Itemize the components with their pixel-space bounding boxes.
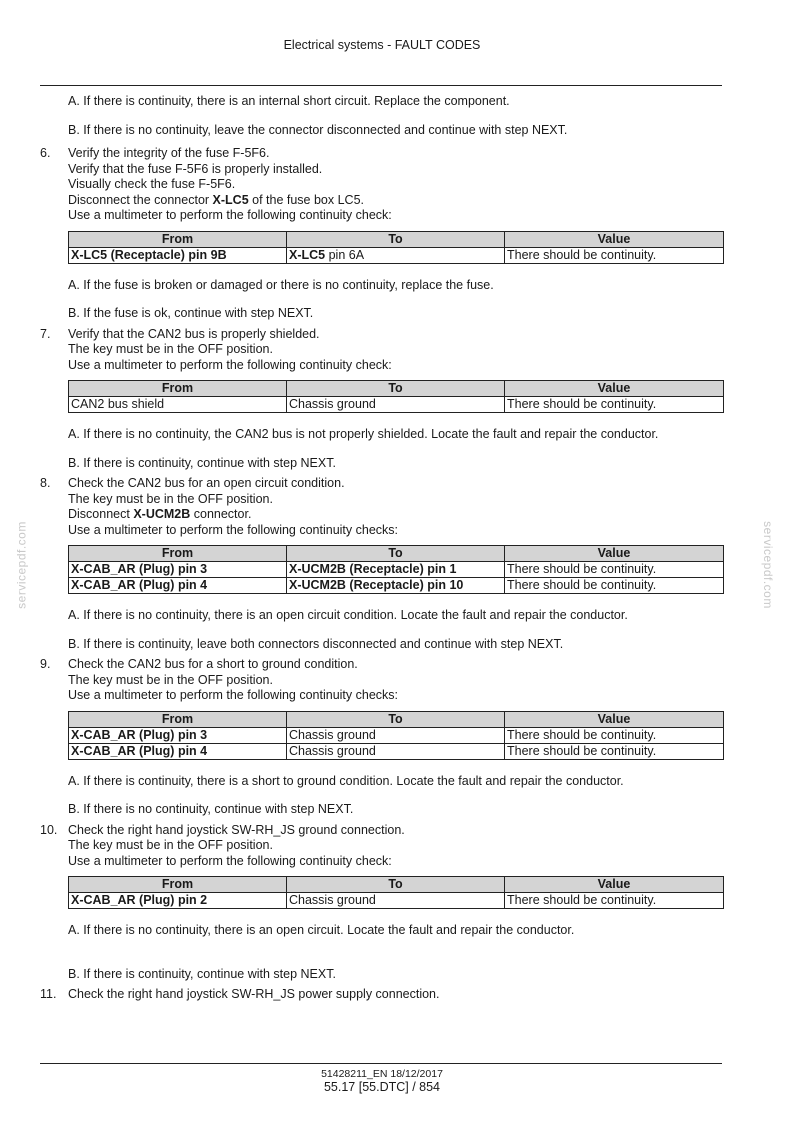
col-from-header: From xyxy=(69,381,287,397)
connector-id: X-LC5 xyxy=(212,192,249,207)
step-line: Use a multimeter to perform the following continuity check: xyxy=(68,208,392,222)
col-value-header: Value xyxy=(505,711,724,727)
step-body xyxy=(68,146,730,224)
cell-value: There should be continuity. xyxy=(505,397,724,413)
step-line: The key must be in the OFF position. xyxy=(68,491,273,506)
col-to-header: To xyxy=(287,381,505,397)
step-line: Check the CAN2 bus for a short to ground condition. xyxy=(68,657,358,671)
col-value-header: Value xyxy=(505,381,724,397)
step-line: Visually check the fuse F-5F6. xyxy=(68,177,236,191)
cell-value: There should be continuity. xyxy=(505,247,724,263)
table-row xyxy=(69,743,724,759)
cell-value: There should be continuity. xyxy=(505,727,724,743)
cell-to: Chassis ground xyxy=(287,397,505,413)
step-line: Verify that the fuse F-5F6 is properly installed. xyxy=(68,161,323,176)
cell-value: There should be continuity. xyxy=(505,743,724,759)
step-10-option-b: B. If there is continuity, continue with step NEXT. xyxy=(68,966,336,981)
footer-document-id: 51428211_EN 18/12/2017 xyxy=(321,1068,443,1080)
step-9-option-a: A. If there is continuity, there is a short to ground condition. Locate the fault and repair the conductor. xyxy=(68,773,624,788)
step-line: The key must be in the OFF position. xyxy=(68,672,273,687)
continuity-table-step-6 xyxy=(68,231,724,264)
step-line: Check the CAN2 bus for an open circuit condition. xyxy=(68,476,345,490)
step-8-option-b: B. If there is continuity, leave both connectors disconnected and continue with step NEXT. xyxy=(68,636,564,651)
col-to-header: To xyxy=(287,711,505,727)
step-line: Check the right hand joystick SW-RH_JS power supply connection. xyxy=(68,987,440,1001)
step-7 xyxy=(40,327,730,374)
col-value-header: Value xyxy=(505,546,724,562)
step-body xyxy=(68,476,730,538)
cell-to: Chassis ground xyxy=(287,743,505,759)
table-row xyxy=(69,397,724,413)
watermark-left: servicepdf.com xyxy=(14,521,29,609)
step-8 xyxy=(40,476,730,538)
step-11 xyxy=(40,987,730,1003)
continuity-table-step-9 xyxy=(68,711,724,760)
footer-divider xyxy=(40,1063,722,1064)
disconnect-instruction: Disconnect the connector X-LC5 of the fuse box LC5. xyxy=(68,192,365,207)
step-line: Use a multimeter to perform the following continuity check: xyxy=(68,853,392,868)
step-line: Use a multimeter to perform the following continuity checks: xyxy=(68,688,398,702)
table-header-row xyxy=(69,711,724,727)
continuity-table-step-10 xyxy=(68,876,724,909)
step-body xyxy=(68,823,730,870)
step-number: 7. xyxy=(40,326,51,341)
col-value-header: Value xyxy=(505,231,724,247)
intro-option-b: B. If there is no continuity, leave the connector disconnected and continue with step NEXT. xyxy=(68,122,568,137)
step-line: The key must be in the OFF position. xyxy=(68,838,273,852)
col-to-header: To xyxy=(287,877,505,893)
step-line: Use a multimeter to perform the following continuity checks: xyxy=(68,522,398,537)
col-value-header: Value xyxy=(505,877,724,893)
col-from-header: From xyxy=(69,231,287,247)
watermark-right: servicepdf.com xyxy=(760,521,775,609)
cell-value: There should be continuity. xyxy=(505,578,724,594)
intro-option-a: A. If there is continuity, there is an internal short circuit. Replace the component. xyxy=(68,94,510,108)
cell-value: There should be continuity. xyxy=(505,893,724,909)
step-number: 10. xyxy=(40,822,58,837)
step-body xyxy=(68,987,730,1003)
step-9-option-b: B. If there is no continuity, continue with step NEXT. xyxy=(68,802,354,816)
step-6 xyxy=(40,146,730,224)
step-body xyxy=(68,657,730,704)
procedure-content xyxy=(40,94,730,1010)
col-from-header: From xyxy=(69,711,287,727)
page-header-title: Electrical systems - FAULT CODES xyxy=(283,38,481,52)
step-line: Verify the integrity of the fuse F-5F6. xyxy=(68,146,270,160)
table-header-row xyxy=(69,877,724,893)
table-row xyxy=(69,562,724,578)
table-row xyxy=(69,578,724,594)
step-10-option-a: A. If there is no continuity, there is an open circuit. Locate the fault and repair the conductor. xyxy=(68,923,575,937)
continuity-table-step-7 xyxy=(68,380,724,413)
cell-value: There should be continuity. xyxy=(505,562,724,578)
cell-to: X-UCM2B (Receptacle) pin 1 xyxy=(287,562,505,578)
step-7-option-a: A. If there is no continuity, the CAN2 bus is not properly shielded. Locate the fault and repair the conductor. xyxy=(68,427,659,441)
cell-from: X-CAB_AR (Plug) pin 3 xyxy=(69,562,287,578)
step-line: Check the right hand joystick SW-RH_JS ground connection. xyxy=(68,822,405,837)
step-9 xyxy=(40,657,730,704)
step-line: The key must be in the OFF position. xyxy=(68,342,273,356)
step-7-option-b: B. If there is continuity, continue with step NEXT. xyxy=(68,455,336,470)
connector-id: X-UCM2B xyxy=(133,507,191,521)
step-6-option-a: A. If the fuse is broken or damaged or there is no continuity, replace the fuse. xyxy=(68,277,494,292)
table-row xyxy=(69,893,724,909)
cell-from: X-CAB_AR (Plug) pin 4 xyxy=(69,743,287,759)
disconnect-instruction: Disconnect X-UCM2B connector. xyxy=(68,507,252,521)
table-header-row xyxy=(69,231,724,247)
cell-to: X-LC5 pin 6A xyxy=(287,247,505,263)
step-number: 6. xyxy=(40,146,51,160)
table-header-row xyxy=(69,381,724,397)
col-to-header: To xyxy=(287,231,505,247)
table-row xyxy=(69,247,724,263)
footer-page-number: 55.17 [55.DTC] / 854 xyxy=(323,1080,441,1094)
step-number: 11. xyxy=(40,987,57,1001)
cell-to: Chassis ground xyxy=(287,893,505,909)
step-10 xyxy=(40,823,730,870)
table-header-row xyxy=(69,546,724,562)
step-line: Use a multimeter to perform the following continuity check: xyxy=(68,357,392,372)
col-from-header: From xyxy=(69,877,287,893)
cell-to: X-UCM2B (Receptacle) pin 10 xyxy=(287,578,505,594)
cell-to: Chassis ground xyxy=(287,727,505,743)
table-row xyxy=(69,727,724,743)
step-line: Verify that the CAN2 bus is properly shielded. xyxy=(68,326,320,341)
step-number: 8. xyxy=(40,476,51,490)
col-to-header: To xyxy=(287,546,505,562)
cell-from: X-LC5 (Receptacle) pin 9B xyxy=(69,247,287,263)
step-number: 9. xyxy=(40,657,51,671)
step-8-option-a: A. If there is no continuity, there is an open circuit condition. Locate the fault and repair the conductor. xyxy=(68,608,628,622)
cell-from: X-CAB_AR (Plug) pin 2 xyxy=(69,893,287,909)
step-body xyxy=(68,327,730,374)
col-from-header: From xyxy=(69,546,287,562)
cell-from: CAN2 bus shield xyxy=(69,397,287,413)
cell-from: X-CAB_AR (Plug) pin 4 xyxy=(69,578,287,594)
cell-from: X-CAB_AR (Plug) pin 3 xyxy=(69,727,287,743)
header-divider xyxy=(40,85,722,86)
step-6-option-b: B. If the fuse is ok, continue with step NEXT. xyxy=(68,306,314,320)
continuity-table-step-8 xyxy=(68,545,724,594)
